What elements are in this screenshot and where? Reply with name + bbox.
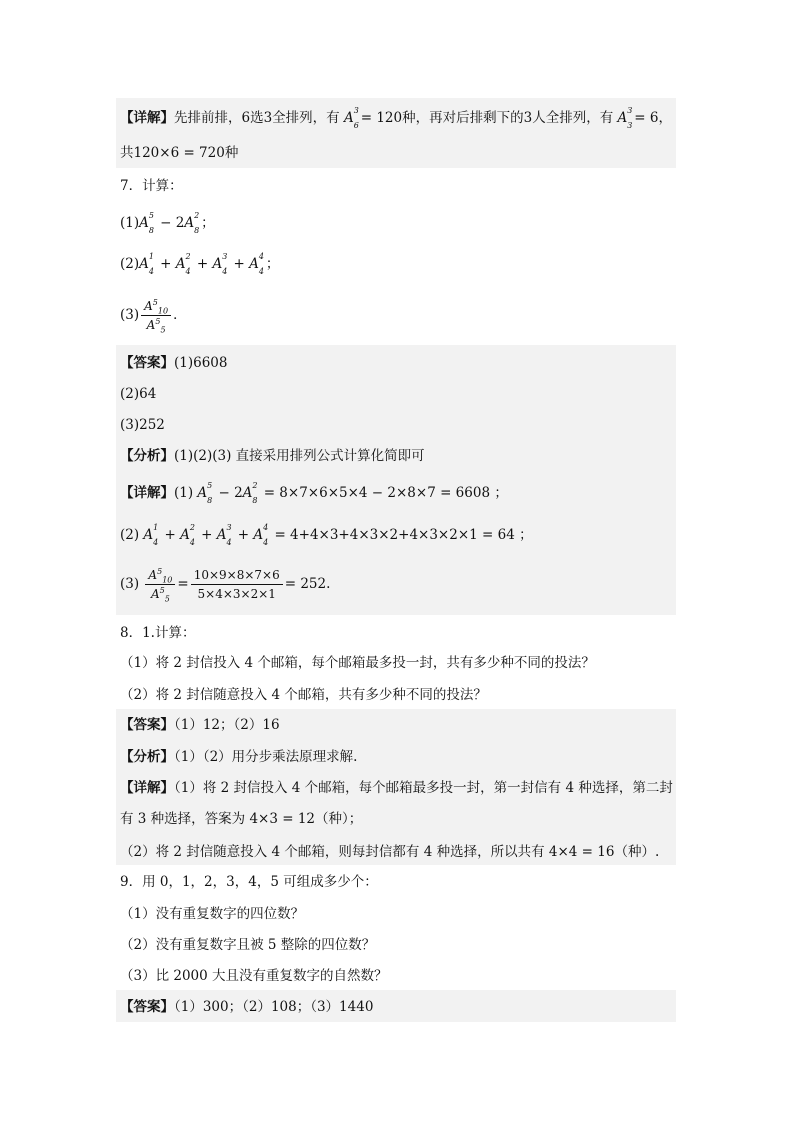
- q9-answer: 【答案】（1）300；（2）108；（3）1440: [120, 999, 374, 1015]
- q8-analysis: 【分析】（1）（2）用分步乘法原理求解.: [120, 749, 358, 765]
- q7-answer-line2: (2)64: [120, 386, 157, 402]
- q8-title: 8．1.计算：: [120, 625, 196, 641]
- q8-answer: 【答案】（1）12；（2）16: [120, 717, 280, 733]
- q8-detail-line2: 有 3 种选择，答案为 4×3 = 12（种）；: [120, 811, 363, 827]
- q8-part2: （2）将 2 封信随意投入 4 个邮箱，共有多少种不同的投法？: [120, 687, 487, 703]
- q7-answer-line1: 【答案】(1)6608: [120, 355, 228, 371]
- q8-detail-line3: （2）将 2 封信随意投入 4 个邮箱，则每封信都有 4 种选择，所以共有 4×4 = 16（种）.: [120, 844, 660, 860]
- q9-part2: （2）没有重复数字且被 5 整除的四位数？: [120, 937, 376, 953]
- q7-part3: (3) $\frac{A^5_{10}}{A^5_5}$ ．: [120, 298, 187, 335]
- detail-tag: 【详解】: [120, 110, 174, 126]
- q9-title: 9．用 0，1，2，3，4，5 可组成多少个：: [120, 874, 378, 890]
- answer-tag: 【答案】: [120, 355, 174, 371]
- analysis-tag: 【分析】: [120, 749, 174, 765]
- q7-part2: (2)A 1 4 + A 2 4 + A 3 4 + A 4 4 ；: [120, 252, 280, 276]
- q7-analysis: 【分析】(1)(2)(3) 直接采用排列公式计算化简即可: [120, 448, 425, 464]
- answer-tag: 【答案】: [120, 717, 174, 733]
- q9-part1: （1）没有重复数字的四位数？: [120, 906, 305, 922]
- q7-part1: (1)A 5 8 − 2A 2 8 ；: [120, 211, 215, 235]
- permutation-symbol: A 3 3: [617, 106, 633, 130]
- analysis-tag: 【分析】: [120, 448, 174, 464]
- permutation-symbol: A 3 6: [343, 106, 359, 130]
- q8-detail-line1: 【详解】（1）将 2 封信投入 4 个邮箱，每个邮箱最多投一封，第一封信有 4 种选择，第二封: [120, 780, 673, 796]
- q6-detail-line2: 共120×6 = 720种: [120, 145, 239, 161]
- q6-detail-line1: 【详解】先排前排，6选3全排列，有 A 3 6 = 120种，再对后排剩下的3人全排列，有 A 3 3 = 6，: [120, 106, 672, 130]
- detail-tag: 【详解】: [120, 485, 174, 501]
- q7-detail-line2: (2) A 1 4 + A 2 4 + A 3 4 + A 4 4 = 4+4×3+4×3×2+4×3×2×1 = 64 ；: [120, 523, 533, 547]
- detail-tag: 【详解】: [120, 780, 174, 796]
- q8-part1: （1）将 2 封信投入 4 个邮箱，每个邮箱最多投一封，共有多少种不同的投法？: [120, 655, 595, 671]
- q7-detail-line3: (3) $\frac{A^5_{10}}{A^5_5}$ = $\frac{10\times 9\times 8\times 7\times 6}{5\times 4\times 3\times 2\times 1}$ = 252.: [120, 567, 331, 604]
- q7-title: 7．计算：: [120, 178, 183, 194]
- q9-part3: （3）比 2000 大且没有重复数字的自然数？: [120, 968, 388, 984]
- q7-detail-line1: 【详解】(1) A 5 8 − 2A 2 8 = 8×7×6×5×4 − 2×8×7 = 6608 ；: [120, 481, 508, 505]
- answer-tag: 【答案】: [120, 999, 174, 1015]
- q7-answer-line3: (3)252: [120, 417, 165, 433]
